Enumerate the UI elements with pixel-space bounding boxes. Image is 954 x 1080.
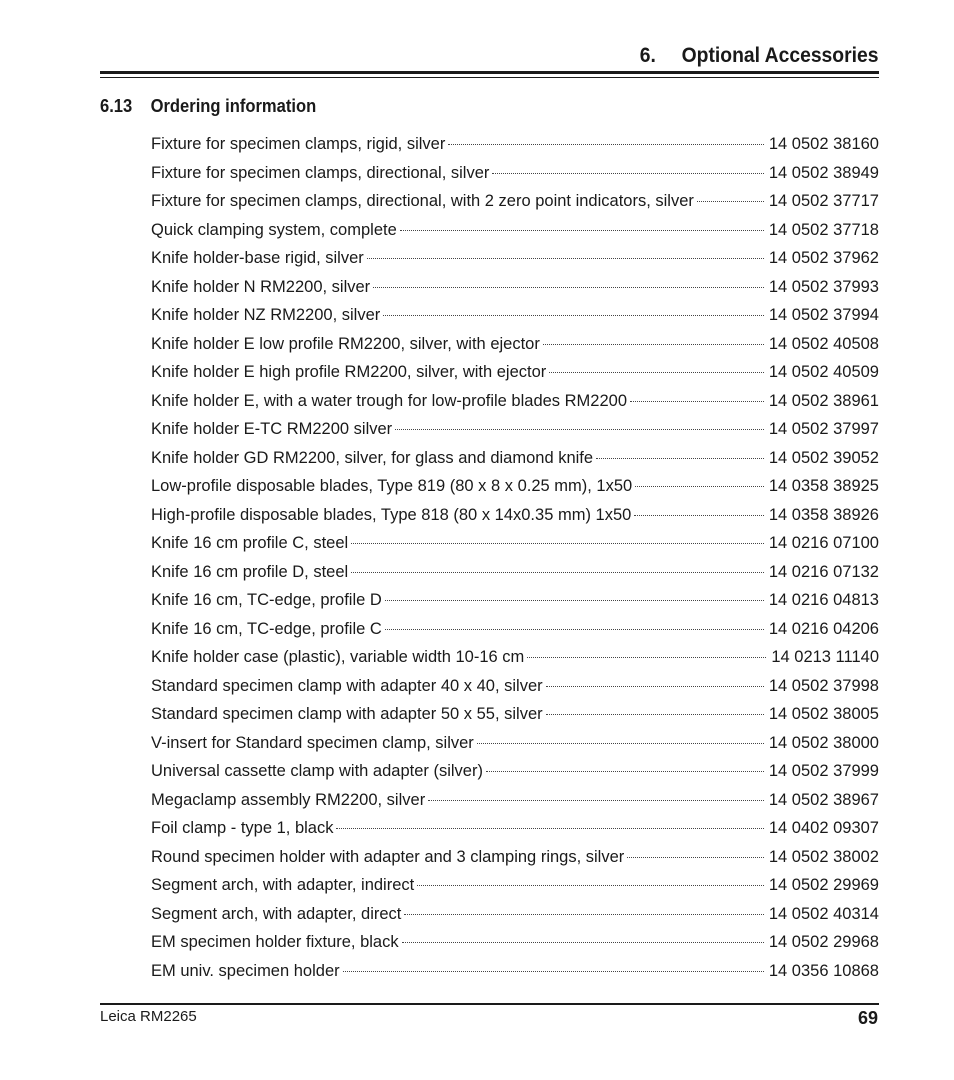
order-number: 14 0358 38925 (768, 477, 879, 495)
item-description: V-insert for Standard specimen clamp, silver (151, 733, 474, 752)
dot-leader (402, 942, 764, 943)
list-item (151, 301, 879, 330)
list-item (151, 501, 879, 530)
list-item (151, 387, 879, 416)
dot-leader (448, 144, 764, 145)
item-description: Segment arch, with adapter, indirect (151, 876, 415, 894)
order-number: 14 0502 38949 (768, 163, 879, 182)
item-description: Fixture for specimen clamps, rigid, silver (151, 135, 446, 153)
list-item (151, 216, 879, 245)
section-heading (100, 96, 316, 117)
dot-leader (383, 315, 764, 316)
list-item (151, 330, 879, 359)
item-description: Quick clamping system, complete (151, 220, 397, 239)
order-number: 14 0502 37993 (768, 277, 879, 296)
item-description: Knife holder E high profile RM2200, silver, with ejector (151, 363, 547, 381)
order-number: 14 0216 04813 (768, 591, 879, 609)
list-item (151, 957, 879, 986)
dot-leader (400, 230, 764, 231)
item-description: Foil clamp - type 1, black (151, 819, 334, 837)
item-description: Knife holder NZ RM2200, silver (151, 306, 381, 324)
header-rule-thin (100, 77, 879, 78)
list-item (151, 615, 879, 644)
dot-leader (492, 173, 764, 174)
order-number: 14 0502 38002 (768, 847, 879, 866)
dot-leader (385, 629, 764, 630)
list-item (151, 700, 879, 729)
dot-leader (417, 885, 764, 886)
item-description: Low-profile disposable blades, Type 819 (80 x 8 x 0.25 mm), 1x50 (151, 477, 633, 495)
item-description: Knife holder E low profile RM2200, silver, with ejector (151, 334, 540, 353)
list-item (151, 843, 879, 872)
dot-leader (343, 971, 764, 972)
footer-rule (100, 1003, 879, 1005)
order-number: 14 0502 40314 (768, 904, 879, 923)
list-item (151, 529, 879, 558)
order-number: 14 0216 04206 (768, 619, 879, 638)
item-description: Fixture for specimen clamps, directional, silver (151, 163, 490, 182)
order-number: 14 0502 37997 (768, 420, 879, 438)
order-number: 14 0402 09307 (768, 819, 879, 837)
dot-leader (697, 201, 764, 202)
order-number: 14 0502 29969 (768, 876, 879, 894)
order-number: 14 0502 29968 (768, 933, 879, 951)
list-item (151, 415, 879, 444)
dot-leader (351, 543, 764, 544)
list-item (151, 871, 879, 900)
dot-leader (404, 914, 763, 915)
dot-leader (546, 686, 764, 687)
list-item (151, 558, 879, 587)
item-description: Universal cassette clamp with adapter (silver) (151, 762, 483, 780)
order-number: 14 0502 37718 (768, 220, 879, 239)
item-description: High-profile disposable blades, Type 818 (80 x 14x0.35 mm) 1x50 (151, 505, 632, 524)
header-rule (100, 71, 879, 74)
dot-leader (351, 572, 764, 573)
footer-product-name: Leica RM2265 (100, 1008, 197, 1025)
order-number: 14 0502 38005 (768, 705, 879, 723)
list-item (151, 586, 879, 615)
list-item (151, 187, 879, 216)
order-number: 14 0216 07132 (768, 562, 879, 581)
dot-leader (395, 429, 764, 430)
order-number: 14 0213 11140 (771, 648, 879, 666)
order-number: 14 0216 07100 (768, 534, 879, 552)
dot-leader (546, 714, 764, 715)
list-item (151, 900, 879, 929)
item-description: Round specimen holder with adapter and 3 clamping rings, silver (151, 847, 625, 866)
chapter-title: Optional Accessories (681, 44, 878, 67)
dot-leader (543, 344, 764, 345)
list-item (151, 729, 879, 758)
chapter-heading (639, 44, 878, 68)
item-description: Knife holder N RM2200, silver (151, 277, 371, 296)
order-number: 14 0502 37994 (768, 306, 879, 324)
list-item (151, 358, 879, 387)
list-item (151, 472, 879, 501)
order-number: 14 0502 37999 (768, 762, 879, 780)
ordering-list (151, 130, 879, 985)
item-description: Knife holder E-TC RM2200 silver (151, 420, 393, 438)
list-item (151, 130, 879, 159)
dot-leader (385, 600, 764, 601)
dot-leader (527, 657, 766, 658)
order-number: 14 0502 37717 (768, 192, 879, 210)
order-number: 14 0502 40509 (768, 363, 879, 381)
dot-leader (635, 486, 764, 487)
list-item (151, 273, 879, 302)
section-number: 6.13 (100, 96, 133, 116)
order-number: 14 0502 39052 (768, 448, 879, 467)
list-item (151, 244, 879, 273)
item-description: Knife 16 cm, TC-edge, profile C (151, 619, 382, 638)
dot-leader (428, 800, 764, 801)
dot-leader (486, 771, 764, 772)
dot-leader (627, 857, 764, 858)
item-description: EM univ. specimen holder (151, 961, 340, 980)
item-description: Knife holder case (plastic), variable width 10-16 cm (151, 648, 525, 666)
section-title: Ordering information (150, 96, 317, 116)
order-number: 14 0502 40508 (768, 334, 879, 353)
order-number: 14 0358 38926 (768, 505, 879, 524)
item-description: Knife 16 cm profile C, steel (151, 534, 349, 552)
list-item (151, 672, 879, 701)
order-number: 14 0502 37998 (768, 676, 879, 695)
item-description: Knife holder GD RM2200, silver, for glass and diamond knife (151, 448, 594, 467)
item-description: Segment arch, with adapter, direct (151, 904, 402, 923)
list-item (151, 928, 879, 957)
item-description: EM specimen holder fixture, black (151, 933, 399, 951)
dot-leader (596, 458, 764, 459)
list-item (151, 444, 879, 473)
order-number: 14 0502 38967 (768, 790, 879, 809)
order-number: 14 0502 37962 (768, 249, 879, 267)
dot-leader (634, 515, 764, 516)
dot-leader (549, 372, 764, 373)
list-item (151, 814, 879, 843)
page-number: 69 (857, 1008, 878, 1028)
list-item (151, 786, 879, 815)
chapter-number: 6. (639, 44, 656, 67)
item-description: Standard specimen clamp with adapter 50 x 55, silver (151, 705, 543, 723)
list-item (151, 757, 879, 786)
dot-leader (367, 258, 764, 259)
item-description: Knife 16 cm profile D, steel (151, 562, 349, 581)
order-number: 14 0502 38160 (768, 135, 879, 153)
item-description: Standard specimen clamp with adapter 40 x 40, silver (151, 676, 543, 695)
dot-leader (373, 287, 764, 288)
dot-leader (477, 743, 764, 744)
item-description: Fixture for specimen clamps, directional, with 2 zero point indicators, silver (151, 192, 694, 210)
order-number: 14 0356 10868 (768, 961, 879, 980)
item-description: Knife 16 cm, TC-edge, profile D (151, 591, 382, 609)
item-description: Knife holder E, with a water trough for low-profile blades RM2200 (151, 391, 627, 410)
dot-leader (630, 401, 764, 402)
item-description: Knife holder-base rigid, silver (151, 249, 364, 267)
order-number: 14 0502 38961 (768, 391, 879, 410)
order-number: 14 0502 38000 (768, 733, 879, 752)
dot-leader (336, 828, 763, 829)
list-item (151, 159, 879, 188)
item-description: Megaclamp assembly RM2200, silver (151, 790, 426, 809)
list-item (151, 643, 879, 672)
